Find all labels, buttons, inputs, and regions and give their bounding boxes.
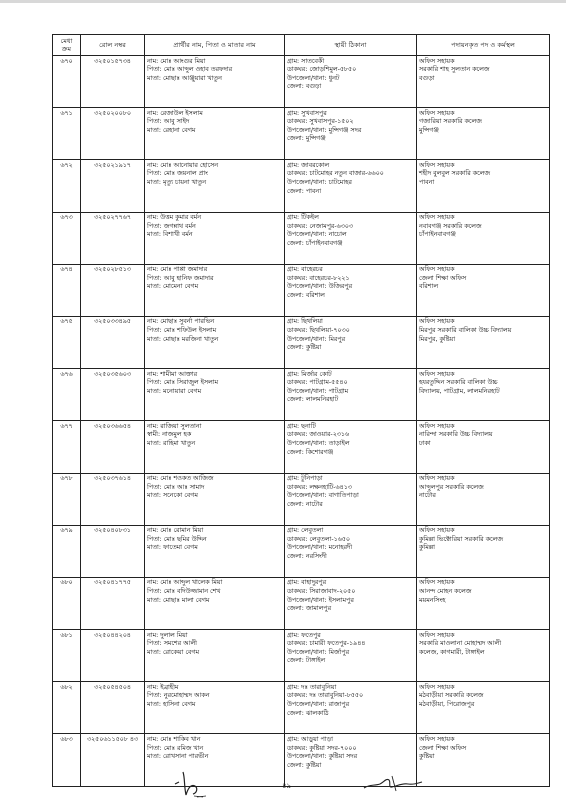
name-cell-line: পিতা: মোঃ ছমির উদ্দিন <box>147 535 207 543</box>
serial-cell: ৬৭২ <box>53 160 81 212</box>
address-cell-line: গ্রাম: জাবরকোল <box>287 161 330 169</box>
posting-cell-line: গজারিয়া সরকারি কলেজ <box>419 118 482 126</box>
name-cell-line: মাতা: ফাতেমা বেগম <box>147 544 198 552</box>
address-cell-line: জেলা: কুষ্টিয়া <box>287 761 322 769</box>
posting-cell-line: কুষ্টিয়া <box>419 753 435 761</box>
name-cell-line: নাম: রাজিয়া সুলতানা <box>147 422 202 430</box>
table-body <box>53 56 550 787</box>
address-cell-line: উপজেলা/থানা: নাচোল <box>287 231 347 239</box>
name-cell-line: পিতা: মোঃ শফিউল ইসলাম <box>147 327 217 335</box>
posting-cell-line: বগুড়া <box>419 74 435 82</box>
posting-cell <box>417 421 550 473</box>
posting-cell-line: নবাবগঞ্জ সরকারি কলেজ <box>419 222 482 230</box>
posting-cell-line: সরকারি মাওলানা মোহাম্মদ আলী <box>419 640 502 648</box>
name-cell-line: পিতা: মোঃ বদিউজ্জামান শেখ <box>147 587 221 595</box>
posting-cell-line: অফিস সহায়ক <box>419 318 455 326</box>
address-cell-line: ডাকঘর: বাহেরচর-৮২২১ <box>287 274 350 282</box>
posting-cell-line: অফিস সহায়ক <box>419 370 455 378</box>
name-cell-line: মাতা: সনেকো বেগম <box>147 492 198 500</box>
name-cell-line: মাতা: মোছাঃ মরজিনা খাতুন <box>147 335 219 343</box>
address-cell-line: ডাকঘর: পাটগ্রাম-৫৫৪০ <box>287 379 348 387</box>
header-posting: পদায়নকৃত পদ ও কর্মস্থল <box>417 35 550 56</box>
address-cell-line: উপজেলা/থানা: পাটগ্রাম <box>287 387 349 395</box>
page-number: ৪৯ <box>282 782 292 790</box>
address-cell-line: জেলা: পাবনা <box>287 187 322 195</box>
posting-cell <box>417 108 550 160</box>
address-cell-line: জেলা: বরিশাল <box>287 292 325 300</box>
address-cell-line: উপজেলা/থানা: তাড়াইল <box>287 440 350 447</box>
name-cell-line: মাতা: রোখসানা পারভীন <box>147 753 209 761</box>
table-row <box>53 577 550 629</box>
name-cell-line: পিতা: মোঃ সিরাজুল ইসলাম <box>147 379 219 387</box>
name-cell-line: নাম: মোঃ শাকিব খান <box>147 735 201 743</box>
posting-cell <box>417 473 550 525</box>
posting-cell-line: অফিস সহায়ক <box>419 266 455 274</box>
address-cell-line: গ্রাম: লেবুতলা <box>287 527 324 535</box>
posting-cell <box>417 682 550 734</box>
posting-cell <box>417 56 550 108</box>
posting-cell-line: হযরতুদ্দিন সরকারি বালিকা উচ্চ <box>419 379 498 387</box>
name-cell <box>145 369 285 421</box>
address-cell-line: ডাকঘর: নেজামপুর-৬৩০৩ <box>287 222 353 230</box>
name-cell <box>145 421 285 473</box>
name-cell <box>145 264 285 316</box>
address-cell <box>285 630 417 682</box>
serial-cell: ৬৭৯ <box>53 525 81 577</box>
posting-cell-line: মঠবাড়ীয়া, পিরোজপুর <box>419 700 475 708</box>
table-row <box>53 212 550 264</box>
address-cell-line: ডাকঘর: ছিথলিয়া-৭০৩০ <box>287 327 350 335</box>
header-serial: মেধা ক্রম <box>53 35 81 56</box>
address-cell-line: গ্রাম: মির্জার কোট <box>287 370 332 378</box>
posting-cell <box>417 264 550 316</box>
name-cell-line: পিতা: জগন্নাথ বর্মন <box>147 222 196 230</box>
address-cell-line: গ্রাম: বাহাদুরপুর <box>287 579 327 587</box>
name-cell-line: নাম: রেজাউল ইসলাম <box>147 109 203 117</box>
address-cell-line: উপজেলা/থানা: বাগাতিপাড়া <box>287 492 359 500</box>
posting-cell-line: অফিস সহায়ক <box>419 161 455 169</box>
address-cell-line: উপজেলা/থানা: চাটমোহর <box>287 179 352 187</box>
posting-cell-line: বিদ্যালয়, পাটগ্রাম, লালমনিরহাট <box>419 387 500 395</box>
serial-cell: ৬৮১ <box>53 630 81 682</box>
posting-cell-line: চাঁপাইনবাবগঞ্জ <box>419 231 456 239</box>
serial-cell: ৬৮৩ <box>53 734 81 786</box>
name-cell <box>145 160 285 212</box>
address-cell-line: ডাকঘর: জোড়শিমুল-৫৮৫০ <box>287 66 357 74</box>
address-cell-line: উপজেলা/থানা: উজিরপুর <box>287 283 353 291</box>
scan-edge-shading <box>0 0 566 3</box>
address-cell-line: গ্রাম: আড়ুয়া পাড়া <box>287 735 333 743</box>
roll-cell: ৩২৫০১৫৭৩৪ <box>81 56 145 108</box>
header-roll: রোল নম্বর <box>81 35 145 56</box>
name-cell <box>145 316 285 368</box>
name-cell-line: মাতা: মৃত্যু চায়না খাতুন <box>147 179 207 187</box>
roll-cell: ৩২৫০৪১৭৭৫ <box>81 577 145 629</box>
merit-list-table <box>52 34 550 787</box>
address-cell-line: গ্রাম: ছনাটি <box>287 422 316 430</box>
posting-cell-line: শহীদ বুলবুল সরকারি কলেজ <box>419 170 490 178</box>
posting-cell-line: অফিস সহায়ক <box>419 214 455 222</box>
posting-cell <box>417 316 550 368</box>
name-cell-line: মাতা: রাহিমা খাতুন <box>147 440 196 447</box>
address-cell <box>285 160 417 212</box>
address-cell-line: জেলা: নরসিংদী <box>287 552 327 560</box>
address-cell-line: গ্রাম: ছিথলিয়া <box>287 318 323 326</box>
posting-cell-line: মঠবাড়ীয়া সরকারি কলেজ <box>419 692 484 700</box>
posting-cell-line: কুমিল্লা ভিক্টোরিয়া সরকারি কলেজ <box>419 535 503 543</box>
name-cell-line: নাম: মোছাঃ সুবর্না পারভিন <box>147 318 215 326</box>
serial-cell: ৬৭৬ <box>53 369 81 421</box>
address-cell-line: উপজেলা/থানা: রাজাপুর <box>287 700 350 708</box>
posting-cell-line: আব্দুলপুর সরকারি কলেজ <box>419 483 484 491</box>
posting-cell-line: জেলা শিক্ষা অফিস <box>419 744 467 752</box>
name-cell-line: নাম: মোঃ আব্দুল খালেক মিয়া <box>147 579 223 587</box>
name-cell <box>145 630 285 682</box>
name-cell-line: মাতা: হাসিনা বেগম <box>147 700 196 708</box>
name-cell <box>145 682 285 734</box>
posting-cell-line: অফিস সহায়ক <box>419 683 455 691</box>
posting-cell-line: সরকারি শাহ সুলতান কলেজ <box>419 66 490 74</box>
table-row <box>53 630 550 682</box>
serial-cell: ৬৭৭ <box>53 421 81 473</box>
address-cell-line: ডাকঘর: জাওয়ার-২৩১৬ <box>287 431 350 439</box>
posting-cell-line: আনন্দ মোহন কলেজ <box>419 587 472 595</box>
posting-cell-line: অফিস সহায়ক <box>419 475 455 482</box>
posting-cell <box>417 577 550 629</box>
roll-cell: ৩২৫০৩৫৬০৩ <box>81 369 145 421</box>
name-cell-line: মাতা: মোছাঃ মালা বেগম <box>147 596 210 604</box>
address-cell <box>285 212 417 264</box>
name-cell-line: নাম: শামীমা আক্তার <box>147 370 198 378</box>
posting-cell-line: অফিস সহায়ক <box>419 527 455 535</box>
name-cell-line: পিতা: মোঃ আব্দুল ওহাব তরফদার <box>147 66 233 74</box>
address-cell-line: গ্রাম: দঃ তারাবুনিয়া <box>287 683 337 691</box>
address-cell-line: উপজেলা/থানা: মির্জাপুর <box>287 648 350 656</box>
right-signature <box>362 772 424 794</box>
name-cell-line: পিতা: আবু সাইদ <box>147 118 190 126</box>
name-cell <box>145 108 285 160</box>
roll-cell: ৩২৫০৪০৮৩১ <box>81 525 145 577</box>
address-cell-line: গ্রাম: ফতেপুর <box>287 631 321 639</box>
posting-cell-line: কুমিল্লা <box>419 544 436 552</box>
name-cell-line: নাম: মোঃ আংগুর মিয়া <box>147 57 206 65</box>
posting-cell-line: মিরপুর সরকারি বালিকা উচ্চ বিদ্যালয় <box>419 327 512 335</box>
table-header <box>53 35 550 56</box>
address-cell-line: ডাকঘর: লেবুতলা-১৬৫০ <box>287 535 350 543</box>
address-cell-line: ডাকঘর: দঃ তারাবুনিয়া-৮৫৫০ <box>287 692 364 700</box>
posting-cell-line: বরিশাল <box>419 283 439 291</box>
posting-cell <box>417 369 550 421</box>
posting-cell-line: অফিস সহায়ক <box>419 631 455 639</box>
address-cell-line: গ্রাম: সুখবাসপুর <box>287 109 327 117</box>
address-cell-line: উপজেলা/থানা: মনোহরদী <box>287 544 353 552</box>
address-cell-line: ডাকঘর: লক্ষনহাটি-৬৪১৩ <box>287 483 352 491</box>
address-cell-line: ডাকঘর: সুখবাসপুর-১৫০২ <box>287 118 354 126</box>
address-cell <box>285 369 417 421</box>
posting-cell-line: অফিস সহায়ক <box>419 735 455 743</box>
name-cell-line: মাতা: মনোয়ারা বেগম <box>147 387 202 395</box>
posting-cell-line: নাটোর <box>419 492 436 500</box>
address-cell-line: ডাকঘর: চাটমোহর নতুন বাজার-৬৬০০ <box>287 170 384 178</box>
roll-cell: ৩২৫০৩৬৬৫৪ <box>81 421 145 473</box>
roll-cell: ৩২৫০২৮৫১৩ <box>81 264 145 316</box>
name-cell <box>145 734 285 786</box>
address-cell <box>285 56 417 108</box>
table-row <box>53 56 550 108</box>
name-cell-line: নাম: উত্তম কুমার বর্মন <box>147 214 202 222</box>
name-cell-line: মাতা: মোছাঃ আঞ্জুয়ারা খাতুন <box>147 74 222 82</box>
name-cell-line: নাম: মোঃ আনোয়ার হোসেন <box>147 161 219 169</box>
address-cell-line: জেলা: জামালপুর <box>287 605 332 613</box>
posting-cell-line: মুন্সিগঞ্জ <box>419 126 439 134</box>
name-cell <box>145 56 285 108</box>
posting-cell-line: মিরপুর, কুষ্টিয়া <box>419 335 456 343</box>
table-row <box>53 108 550 160</box>
name-cell-line: মাতা: রোকেয়া বেগম <box>147 648 199 656</box>
posting-cell <box>417 734 550 786</box>
address-cell <box>285 577 417 629</box>
name-cell-line: পিতা: মোঃ রমিজ খান <box>147 744 204 752</box>
address-cell-line: জেলা: কিশোরগঞ্জ <box>287 448 334 456</box>
name-cell-line: মাতা: বিশাখী বর্মন <box>147 231 193 239</box>
posting-cell-line: নারিন্দা সরকারি উচ্চ বিদ্যালয় <box>419 431 493 439</box>
serial-cell: ৬৭৪ <box>53 264 81 316</box>
table-row <box>53 264 550 316</box>
name-cell-line: নাম: ইব্রাহীম <box>147 683 179 691</box>
table-row <box>53 682 550 734</box>
address-cell-line: উপজেলা/থানা: ইসলামপুর <box>287 596 354 604</box>
name-cell-line: নাম: মোঃ শওকত আজিজ <box>147 475 214 482</box>
address-cell-line: গ্রাম: সাতবেকী <box>287 57 325 65</box>
table-row <box>53 369 550 421</box>
address-cell-line: উপজেলা/থানা: মুন্সিগঞ্জ সদর <box>287 126 362 134</box>
posting-cell-line: ময়মনসিংহ <box>419 596 446 604</box>
name-cell-line: পিতা: মোঃ আঃ সামাদ <box>147 483 205 491</box>
name-cell-line: পিতা: মোঃ জয়নাল প্রাং <box>147 170 208 178</box>
serial-cell: ৬৭৫ <box>53 316 81 368</box>
address-cell <box>285 264 417 316</box>
serial-cell: ৬৭১ <box>53 108 81 160</box>
posting-cell-line: জেলা শিক্ষা অফিস <box>419 274 467 282</box>
posting-cell-line: পাবনা <box>419 179 435 187</box>
address-cell <box>285 473 417 525</box>
name-cell-line: পিতা: আবু হানিফ জমাদার <box>147 274 214 282</box>
serial-cell: ৬৭৮ <box>53 473 81 525</box>
posting-cell-line: অফিস সহায়ক <box>419 57 455 65</box>
address-cell <box>285 525 417 577</box>
posting-cell-line: অফিস সহায়ক <box>419 579 455 587</box>
table-row <box>53 421 550 473</box>
serial-cell: ৬৭৩ <box>53 212 81 264</box>
posting-cell <box>417 525 550 577</box>
header-address: স্থায়ী ঠিকানা <box>285 35 417 56</box>
address-cell <box>285 421 417 473</box>
address-cell-line: জেলা: লালমনিরহাট <box>287 396 339 404</box>
address-cell-line: জেলা: কুষ্টিয়া <box>287 344 322 352</box>
roll-cell: ৩২৫০২০০৮০ <box>81 108 145 160</box>
roll-cell: ৩২৫০৪৪২০৪ <box>81 630 145 682</box>
roll-cell: ৩২৫০৬১১৫০৮ ৪৩ <box>81 734 145 786</box>
left-signature <box>173 770 209 798</box>
address-cell-line: জেলা: চাঁপাইনবাবগঞ্জ <box>287 239 343 247</box>
address-cell-line: গ্রাম: টুনিপাড়া <box>287 475 323 482</box>
address-cell-line: গ্রাম: টিকইল <box>287 214 319 222</box>
table-row <box>53 734 550 786</box>
name-cell-line: স্বামী: নাজমুল হক <box>147 431 192 439</box>
address-cell <box>285 316 417 368</box>
address-cell-line: ডাকঘর: কুষ্টিয়া সদর-৭০০০ <box>287 744 357 752</box>
roll-cell: ৩২৫০২১৯১৭ <box>81 160 145 212</box>
posting-cell-line: অফিস সহায়ক <box>419 109 455 117</box>
name-cell-line: নাম: মোঃ পাপ্পা জমাদার <box>147 266 208 274</box>
address-cell-line: ডাকঘর: সিরাজাবাদ-২০৫০ <box>287 587 356 595</box>
address-cell-line: উপজেলা/থানা: ধুনট <box>287 74 340 82</box>
address-cell-line: জেলা: বগুড়া <box>287 83 322 91</box>
posting-cell <box>417 160 550 212</box>
name-cell-line: নাম: দুলাল মিয়া <box>147 631 188 639</box>
table-row <box>53 473 550 525</box>
name-cell <box>145 577 285 629</box>
posting-cell <box>417 212 550 264</box>
roll-cell: ৩২৫০৩৭৬১৪ <box>81 473 145 525</box>
name-cell-line: মাতা: রেহানা বেগম <box>147 126 196 134</box>
name-cell <box>145 212 285 264</box>
address-cell-line: জেলা: নাটোর <box>287 500 323 508</box>
address-cell <box>285 682 417 734</box>
address-cell-line: গ্রাম: বাহেরচর <box>287 266 323 274</box>
name-cell-line: পিতা: নুরমোহাম্মদ আকন <box>147 692 210 700</box>
name-cell <box>145 473 285 525</box>
posting-cell <box>417 630 550 682</box>
posting-cell-line: কলেজ, কাগমারী, টাঙ্গাইল <box>419 648 485 656</box>
address-cell-line: উপজেলা/থানা: মিরপুর <box>287 335 346 343</box>
posting-cell-line: ঢাকা <box>419 440 431 447</box>
serial-cell: ৬৭০ <box>53 56 81 108</box>
name-cell-line: পিতা: সমশের আলী <box>147 640 197 648</box>
posting-cell-line: অফিস সহায়ক <box>419 422 455 430</box>
address-cell-line: জেলা: ঝালকাঠি <box>287 709 329 717</box>
name-cell-line: মাতা: মোমেনা বেগম <box>147 283 199 291</box>
serial-cell: ৬৮০ <box>53 577 81 629</box>
address-cell-line: জেলা: টাঙ্গাইল <box>287 657 326 665</box>
table-row <box>53 316 550 368</box>
name-cell <box>145 525 285 577</box>
header-name: প্রার্থীর নাম, পিতা ও মাতার নাম <box>145 35 285 56</box>
address-cell <box>285 108 417 160</box>
roll-cell: ৩২৫০২৭৭৬৭ <box>81 212 145 264</box>
name-cell-line: নাম: মোঃ রোমান মিয়া <box>147 527 204 535</box>
roll-cell: ৩২৫০৩৩৪৯৫ <box>81 316 145 368</box>
address-cell-line: ডাকঘর: চামারী ফতেপুর-১৯৪৪ <box>287 640 366 648</box>
roll-cell: ৩২৫০৫৪৫০৪ <box>81 682 145 734</box>
table-row <box>53 525 550 577</box>
table-row <box>53 160 550 212</box>
serial-cell: ৬৮২ <box>53 682 81 734</box>
address-cell-line: উপজেলা/থানা: কুষ্টিয়া সদর <box>287 753 358 761</box>
address-cell-line: জেলা: মুন্সিগঞ্জ <box>287 135 326 143</box>
